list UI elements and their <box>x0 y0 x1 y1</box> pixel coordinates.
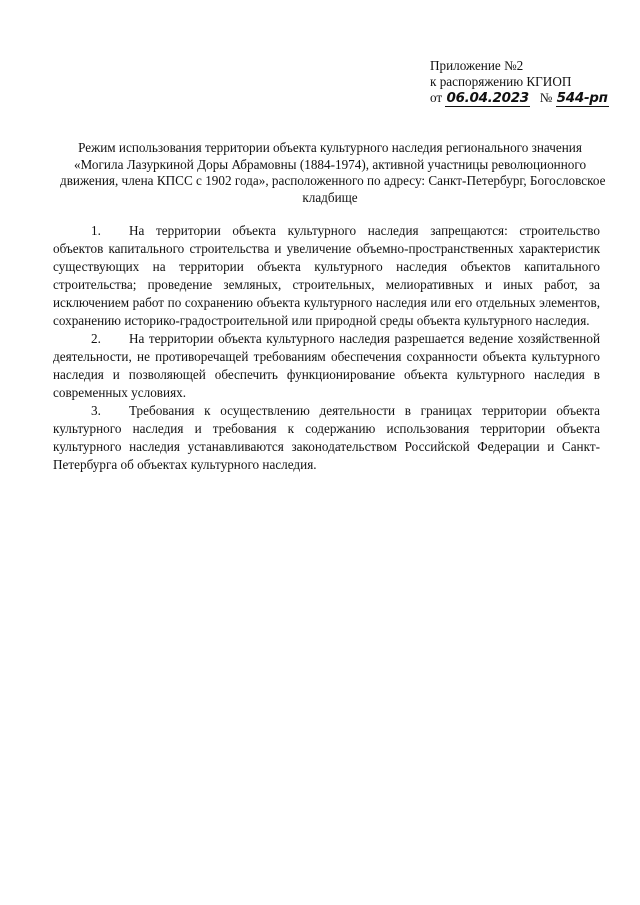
paragraph-1 <box>53 222 600 330</box>
annex-date-line <box>430 90 630 106</box>
paragraph-text: Требования к осуществлению деятельности в границах территории объекта культурного наследия и требования к содержанию использования территории объекта культурного наследия устанавливаются законодательством Российской Федерации и Санкт-Петербурга об объектах культурного наследия. <box>53 403 600 472</box>
paragraph-2 <box>53 330 600 402</box>
paragraph-3 <box>53 402 600 474</box>
date-prefix: от <box>430 90 443 105</box>
paragraph-text: На территории объекта культурного наследия запрещаются: строительство объектов капитального строительства и увеличение объемно-пространственных характеристик существующих на территории объекта культурного наследия объектов капитального строительства; проведение земляных, строительных, мелиоративных и иных работ, за исключением работ по сохранению объекта культурного наследия или его отдельных элементов, сохранению историко-градостроительной или природной среды объекта культурного наследия. <box>53 223 600 328</box>
annex-header <box>430 58 630 106</box>
document-body <box>53 222 600 474</box>
title-line: движения, члена КПСС с 1902 года», расположенного по адресу: Санкт-Петербург, Богословское <box>60 173 606 188</box>
paragraph-number: 1. <box>91 223 101 238</box>
paragraph-number: 3. <box>91 403 101 418</box>
paragraph-text: На территории объекта культурного наследия разрешается ведение хозяйственной деятельности, не противоречащей требованиям обеспечения сохранности объекта культурного наследия и позволяющей обеспечить функционирование объекта культурного наследия в современных условиях. <box>53 331 600 400</box>
handwritten-number: 544-рп <box>556 90 608 106</box>
annex-title: Приложение №2 <box>430 58 524 73</box>
document-title <box>60 140 606 206</box>
annex-order-reference: к распоряжению КГИОП <box>430 74 572 89</box>
title-line: Режим использования территории объекта культурного наследия регионального значения <box>78 140 582 155</box>
paragraph-number: 2. <box>91 331 101 346</box>
title-line: «Могила Лазуркиной Доры Абрамовны (1884-1974), активной участницы революционного <box>73 156 587 172</box>
number-prefix: № <box>539 90 553 105</box>
handwritten-date: 06.04.2023 <box>446 90 529 106</box>
title-line: кладбище <box>302 189 358 205</box>
